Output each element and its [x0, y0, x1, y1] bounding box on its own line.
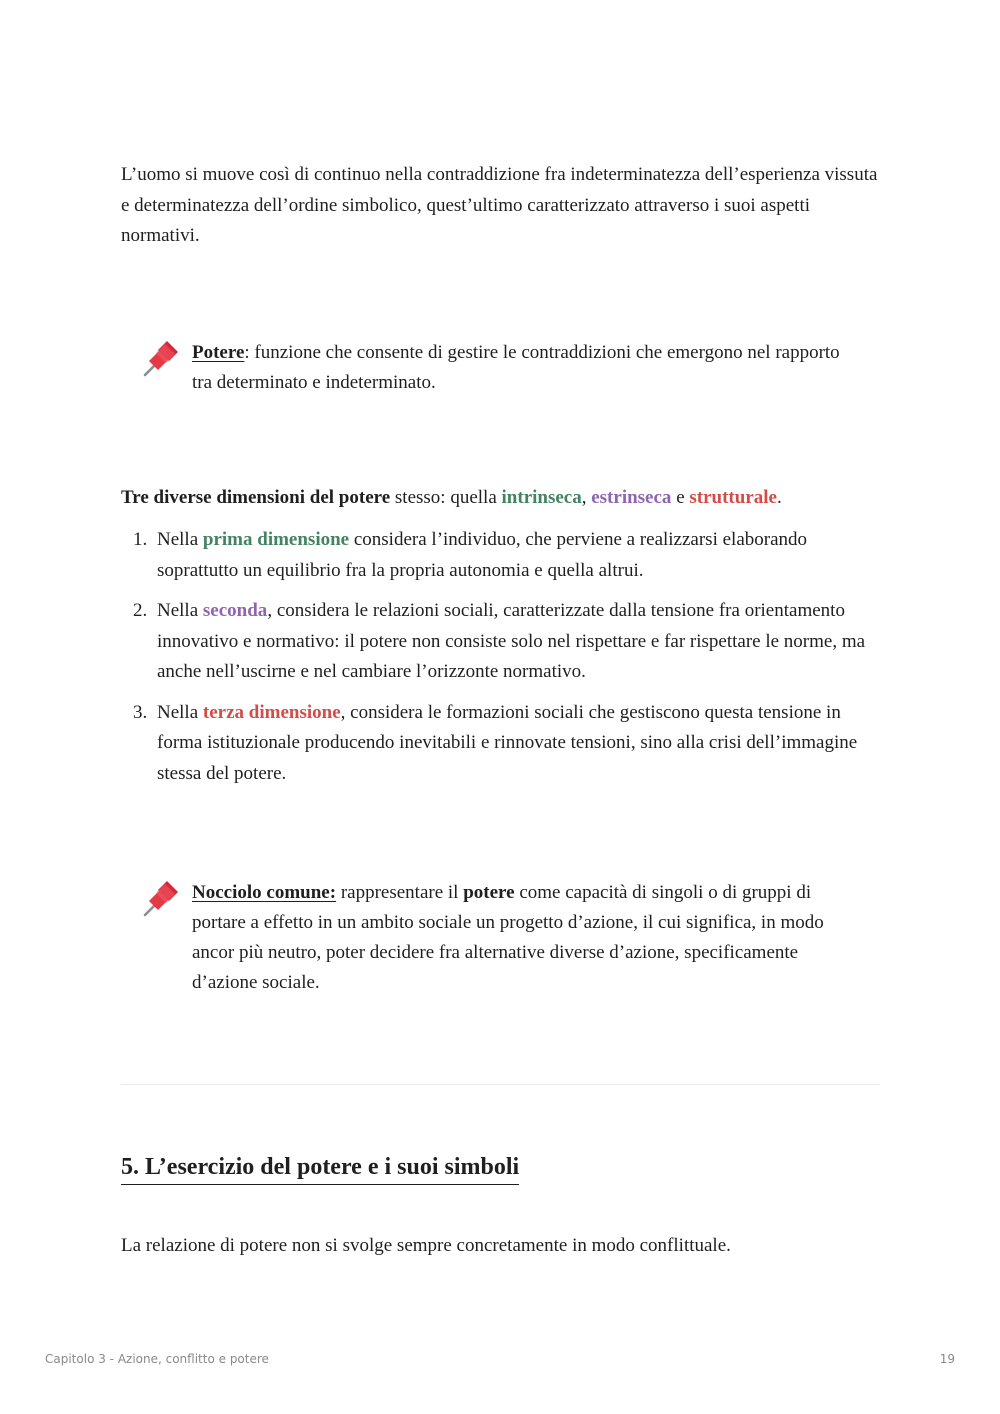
highlight-seconda: seconda: [202, 600, 268, 621]
list-text: Nella: [157, 701, 203, 723]
highlight-terza-dimensione: terza dimensione: [202, 701, 341, 723]
section-divider: [121, 1084, 880, 1085]
dimensions-text: stesso: quella: [390, 487, 502, 508]
dimensions-lead: Tre diverse dimensioni del potere: [121, 487, 391, 508]
callout-potere: [139, 338, 879, 398]
callout-potere-definition: : funzione che consente di gestire le contraddizioni che emergono nel rapporto tra determinato e indeterminato.: [192, 342, 840, 393]
list-item: [121, 525, 881, 586]
dimensions-period: .: [776, 487, 782, 508]
intro-paragraph: L’uomo si muove così di continuo nella contraddizione fra indeterminatezza dell’esperienza vissuta e determinatezza dell’ordine simbolico, quest’ultimo caratterizzato attraverso i suoi aspetti normativi.: [121, 164, 878, 246]
callout-potere-text: [192, 338, 864, 398]
pushpin-icon: [139, 340, 179, 380]
pushpin-icon: [139, 880, 179, 920]
highlight-prima-dimensione: prima dimensione: [202, 529, 350, 550]
footer-chapter-title: Capitolo 3 - Azione, conflitto e potere: [45, 1352, 269, 1366]
callout-nocciolo-body: come capacità di singoli o di gruppi di portare a effetto in un ambito sociale un progetto d’azione, il cui significa, in modo ancor più neutro, poter decidere fra alternative diverse d’azione, specificamente d’azione sociale.: [192, 882, 824, 993]
list-item: [121, 596, 881, 688]
dimensions-list: [121, 525, 881, 799]
term-potere: Potere: [192, 342, 245, 363]
dimensions-intro: [121, 483, 881, 514]
callout-nocciolo-comune: [139, 878, 879, 998]
keyword-potere: potere: [463, 882, 515, 903]
callout-nocciolo-body: rappresentare il: [336, 882, 464, 903]
list-text: , considera le formazioni sociali che gestiscono questa tensione in forma istituzionale producendo inevitabili e rinnovate tensioni, sino alla crisi dell’immagine stessa del potere.: [157, 701, 858, 784]
list-text: Nella: [157, 529, 203, 550]
keyword-estrinseca: estrinseca: [591, 487, 672, 508]
list-text: , considera le relazioni sociali, caratterizzate dalla tensione fra orientamento innovativo e normativo: il potere non consiste solo nel rispettare e far rispettare le norme, ma anche nell’uscirne e nel cambiare l’orizzonte normativo.: [157, 600, 866, 682]
list-number: 2.: [133, 600, 148, 621]
list-text: Nella: [157, 600, 203, 621]
term-nocciolo-comune: Nocciolo comune:: [192, 882, 337, 903]
list-item: [121, 698, 881, 790]
list-number: 1.: [133, 529, 148, 550]
footer-page-number: 19: [939, 1352, 955, 1366]
dimensions-separator: e: [671, 487, 690, 508]
section-paragraph: La relazione di potere non si svolge sempre concretamente in modo conflittuale.: [121, 1235, 731, 1256]
keyword-strutturale: strutturale: [689, 487, 777, 508]
section-heading: 5. L’esercizio del potere e i suoi simboli: [121, 1150, 519, 1185]
callout-nocciolo-text: [192, 878, 864, 998]
list-text: considera l’individuo, che perviene a realizzarsi elaborando soprattutto un equilibrio fra la propria autonomia e quella altrui.: [157, 529, 808, 581]
dimensions-separator: ,: [581, 487, 592, 508]
keyword-intrinseca: intrinseca: [501, 487, 582, 508]
list-number: 3.: [133, 701, 148, 723]
